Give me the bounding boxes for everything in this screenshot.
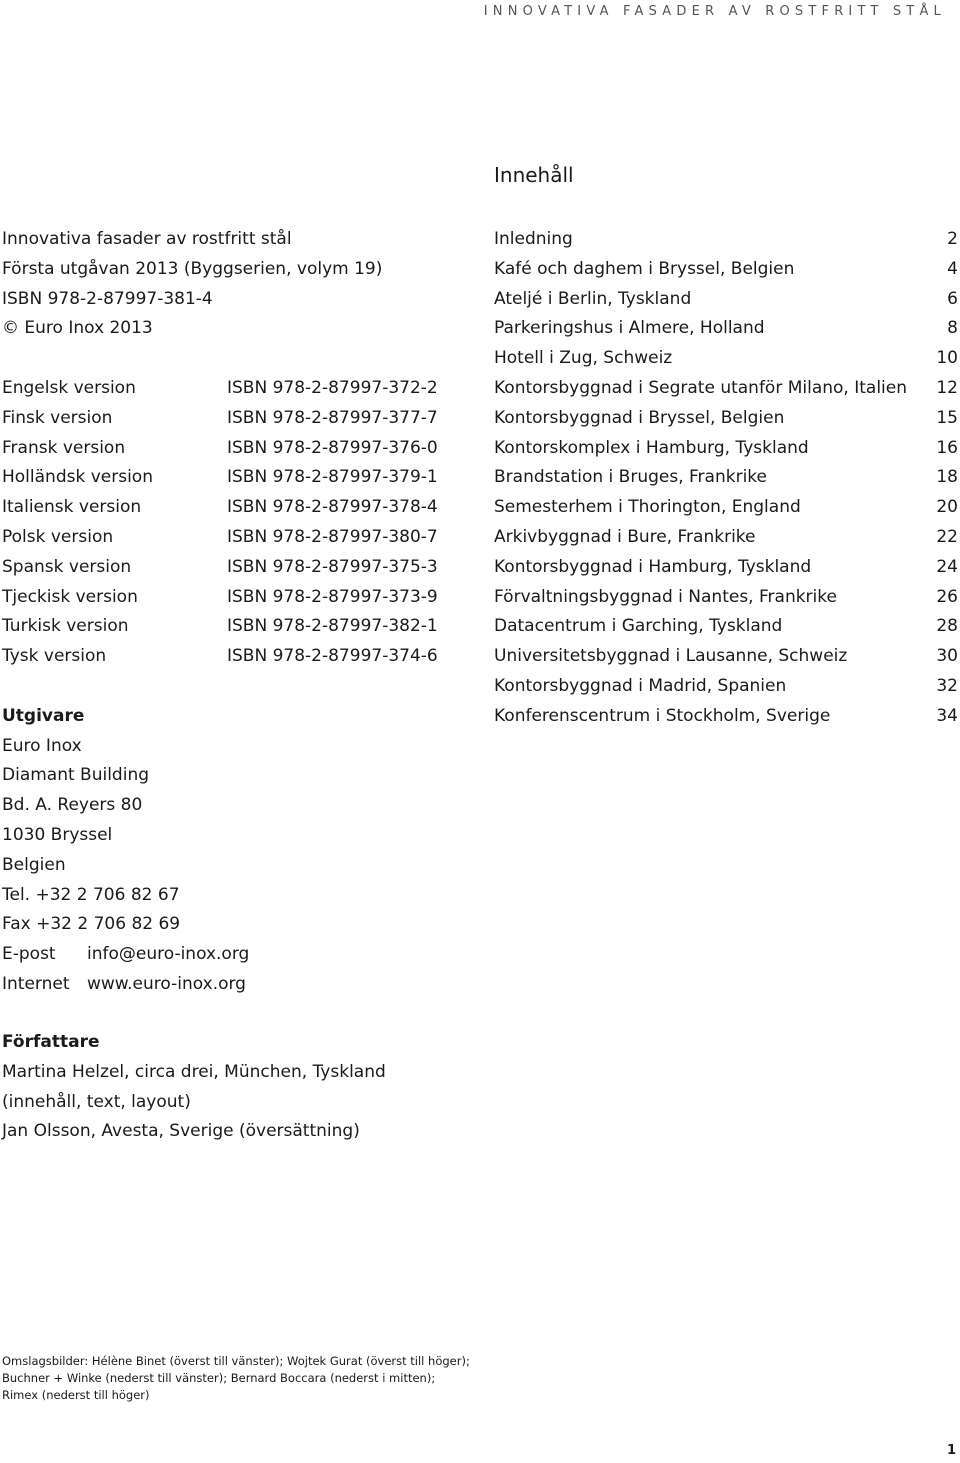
publisher-street: Bd. A. Reyers 80 bbox=[2, 795, 143, 816]
toc-entry[interactable] bbox=[494, 314, 958, 344]
toc-entry[interactable] bbox=[494, 702, 958, 732]
publisher-tel: Tel. +32 2 706 82 67 bbox=[2, 884, 180, 905]
toc-entry[interactable] bbox=[494, 404, 958, 434]
publication-title: Innovativa fasader av rostfritt stål bbox=[2, 229, 292, 249]
version-row bbox=[2, 374, 462, 404]
toc-entry-page: 26 bbox=[936, 586, 958, 607]
publisher-building: Diamant Building bbox=[2, 765, 150, 786]
version-row bbox=[2, 404, 462, 434]
toc-entry-title: Konferenscentrum i Stockholm, Sverige bbox=[494, 705, 831, 726]
toc-entry-page: 22 bbox=[936, 526, 958, 547]
version-isbn: ISBN 978-2-87997-379-1 bbox=[227, 467, 438, 488]
publisher-name: Euro Inox bbox=[2, 735, 82, 756]
toc-entry-page: 32 bbox=[936, 675, 958, 696]
toc-entry-title: Hotell i Zug, Schweiz bbox=[494, 348, 673, 369]
toc-entry[interactable] bbox=[494, 374, 958, 404]
version-isbn: ISBN 978-2-87997-372-2 bbox=[227, 377, 438, 398]
imprint-column bbox=[2, 225, 462, 1000]
version-isbn: ISBN 978-2-87997-378-4 bbox=[227, 497, 438, 518]
version-list bbox=[2, 374, 462, 672]
version-language: Holländsk version bbox=[2, 467, 153, 488]
toc-entry-page: 16 bbox=[936, 437, 958, 458]
toc-entry-title: Semesterhem i Thorington, England bbox=[494, 497, 801, 518]
publisher-fax: Fax +32 2 706 82 69 bbox=[2, 914, 181, 935]
toc-entry[interactable] bbox=[494, 672, 958, 702]
version-isbn: ISBN 978-2-87997-373-9 bbox=[227, 586, 438, 607]
version-row bbox=[2, 612, 462, 642]
version-row bbox=[2, 583, 462, 613]
version-isbn: ISBN 978-2-87997-374-6 bbox=[227, 646, 438, 667]
toc-entry-title: Brandstation i Bruges, Frankrike bbox=[494, 467, 767, 488]
publisher-country: Belgien bbox=[2, 854, 66, 875]
toc-entry-title: Kontorsbyggnad i Hamburg, Tyskland bbox=[494, 556, 812, 577]
version-language: Tjeckisk version bbox=[2, 586, 138, 607]
toc-entry-title: Parkeringshus i Almere, Holland bbox=[494, 318, 765, 339]
running-head: INNOVATIVA FASADER AV ROSTFRITT STÅL bbox=[483, 4, 946, 19]
version-row bbox=[2, 553, 462, 583]
toc-entry-page: 10 bbox=[936, 348, 958, 369]
website-link[interactable]: www.euro-inox.org bbox=[87, 973, 246, 994]
toc-entry-title: Universitetsbyggnad i Lausanne, Schweiz bbox=[494, 646, 848, 667]
copyright-line: © Euro Inox 2013 bbox=[2, 318, 153, 339]
toc-entry[interactable] bbox=[494, 225, 958, 255]
cover-credits bbox=[2, 1353, 470, 1404]
authors-heading: Författare bbox=[2, 1032, 100, 1052]
toc-entry-page: 24 bbox=[936, 556, 958, 577]
toc-entry-title: Inledning bbox=[494, 229, 573, 249]
version-row bbox=[2, 642, 462, 672]
toc-entry-page: 34 bbox=[936, 705, 958, 726]
toc-entry-page: 18 bbox=[936, 467, 958, 488]
toc-entry-page: 4 bbox=[947, 258, 958, 279]
version-row bbox=[2, 493, 462, 523]
version-row bbox=[2, 434, 462, 464]
version-row bbox=[2, 523, 462, 553]
version-language: Finsk version bbox=[2, 407, 113, 428]
toc-entry[interactable] bbox=[494, 255, 958, 285]
toc-entry-title: Datacentrum i Garching, Tyskland bbox=[494, 616, 783, 637]
toc-entry-page: 2 bbox=[947, 229, 958, 249]
toc-entry[interactable] bbox=[494, 642, 958, 672]
author-line: Martina Helzel, circa drei, München, Tyskland bbox=[2, 1061, 386, 1082]
version-isbn: ISBN 978-2-87997-376-0 bbox=[227, 437, 438, 458]
publication-edition: Första utgåvan 2013 (Byggserien, volym 19) bbox=[2, 258, 383, 279]
toc-entry-page: 6 bbox=[947, 288, 958, 309]
email-label: E-post bbox=[2, 944, 56, 965]
version-language: Engelsk version bbox=[2, 377, 136, 398]
toc-entry[interactable] bbox=[494, 612, 958, 642]
publication-isbn: ISBN 978-2-87997-381-4 bbox=[2, 288, 213, 309]
version-language: Fransk version bbox=[2, 437, 126, 458]
author-role-line: (innehåll, text, layout) bbox=[2, 1091, 191, 1112]
toc-entry-page: 20 bbox=[936, 497, 958, 518]
toc-entry[interactable] bbox=[494, 344, 958, 374]
toc-entry[interactable] bbox=[494, 493, 958, 523]
version-isbn: ISBN 978-2-87997-375-3 bbox=[227, 556, 438, 577]
toc-entry[interactable] bbox=[494, 553, 958, 583]
toc-entry[interactable] bbox=[494, 523, 958, 553]
toc-entry-title: Förvaltningsbyggnad i Nantes, Frankrike bbox=[494, 586, 837, 607]
credits-line: Rimex (nederst till höger) bbox=[2, 1388, 150, 1402]
credits-line: Buchner + Winke (nederst till vänster); Bernard Boccara (nederst i mitten); bbox=[2, 1371, 436, 1385]
toc-entry[interactable] bbox=[494, 434, 958, 464]
publisher-block bbox=[2, 702, 462, 1000]
toc-heading: Innehåll bbox=[494, 163, 574, 187]
authors-block bbox=[2, 1028, 386, 1147]
toc-entry-page: 15 bbox=[936, 407, 958, 428]
email-link[interactable]: info@euro-inox.org bbox=[87, 944, 250, 965]
version-language: Turkisk version bbox=[2, 616, 129, 637]
version-row bbox=[2, 463, 462, 493]
toc-entry-title: Kafé och daghem i Bryssel, Belgien bbox=[494, 258, 795, 279]
publisher-internet-row bbox=[2, 970, 462, 1000]
toc-entry-page: 28 bbox=[936, 616, 958, 637]
toc-entry-title: Ateljé i Berlin, Tyskland bbox=[494, 288, 692, 309]
page-number: 1 bbox=[946, 1443, 956, 1458]
version-language: Polsk version bbox=[2, 526, 114, 547]
version-language: Tysk version bbox=[2, 646, 107, 667]
version-isbn: ISBN 978-2-87997-380-7 bbox=[227, 526, 438, 547]
toc-entry[interactable] bbox=[494, 583, 958, 613]
version-language: Spansk version bbox=[2, 556, 132, 577]
version-isbn: ISBN 978-2-87997-377-7 bbox=[227, 407, 438, 428]
publisher-heading: Utgivare bbox=[2, 705, 85, 726]
toc-entry[interactable] bbox=[494, 463, 958, 493]
toc-entry-page: 8 bbox=[947, 318, 958, 339]
toc-entry-title: Kontorsbyggnad i Madrid, Spanien bbox=[494, 675, 787, 696]
toc-entry-title: Arkivbyggnad i Bure, Frankrike bbox=[494, 526, 756, 547]
publisher-email-row bbox=[2, 940, 462, 970]
toc-entry-title: Kontorsbyggnad i Segrate utanför Milano, Italien bbox=[494, 377, 908, 398]
toc-entry[interactable] bbox=[494, 285, 958, 315]
publisher-city: 1030 Bryssel bbox=[2, 824, 113, 845]
toc-entry-page: 30 bbox=[936, 646, 958, 667]
toc-entry-title: Kontorsbyggnad i Bryssel, Belgien bbox=[494, 407, 785, 428]
version-isbn: ISBN 978-2-87997-382-1 bbox=[227, 616, 438, 637]
version-language: Italiensk version bbox=[2, 497, 142, 518]
credits-line: Omslagsbilder: Hélène Binet (överst till vänster); Wojtek Gurat (överst till höger); bbox=[2, 1354, 470, 1368]
internet-label: Internet bbox=[2, 973, 70, 994]
toc-entry-page: 12 bbox=[936, 377, 958, 398]
toc-entry-title: Kontorskomplex i Hamburg, Tyskland bbox=[494, 437, 809, 458]
translator-line: Jan Olsson, Avesta, Sverige (översättning) bbox=[2, 1121, 360, 1142]
toc-list bbox=[494, 225, 958, 732]
